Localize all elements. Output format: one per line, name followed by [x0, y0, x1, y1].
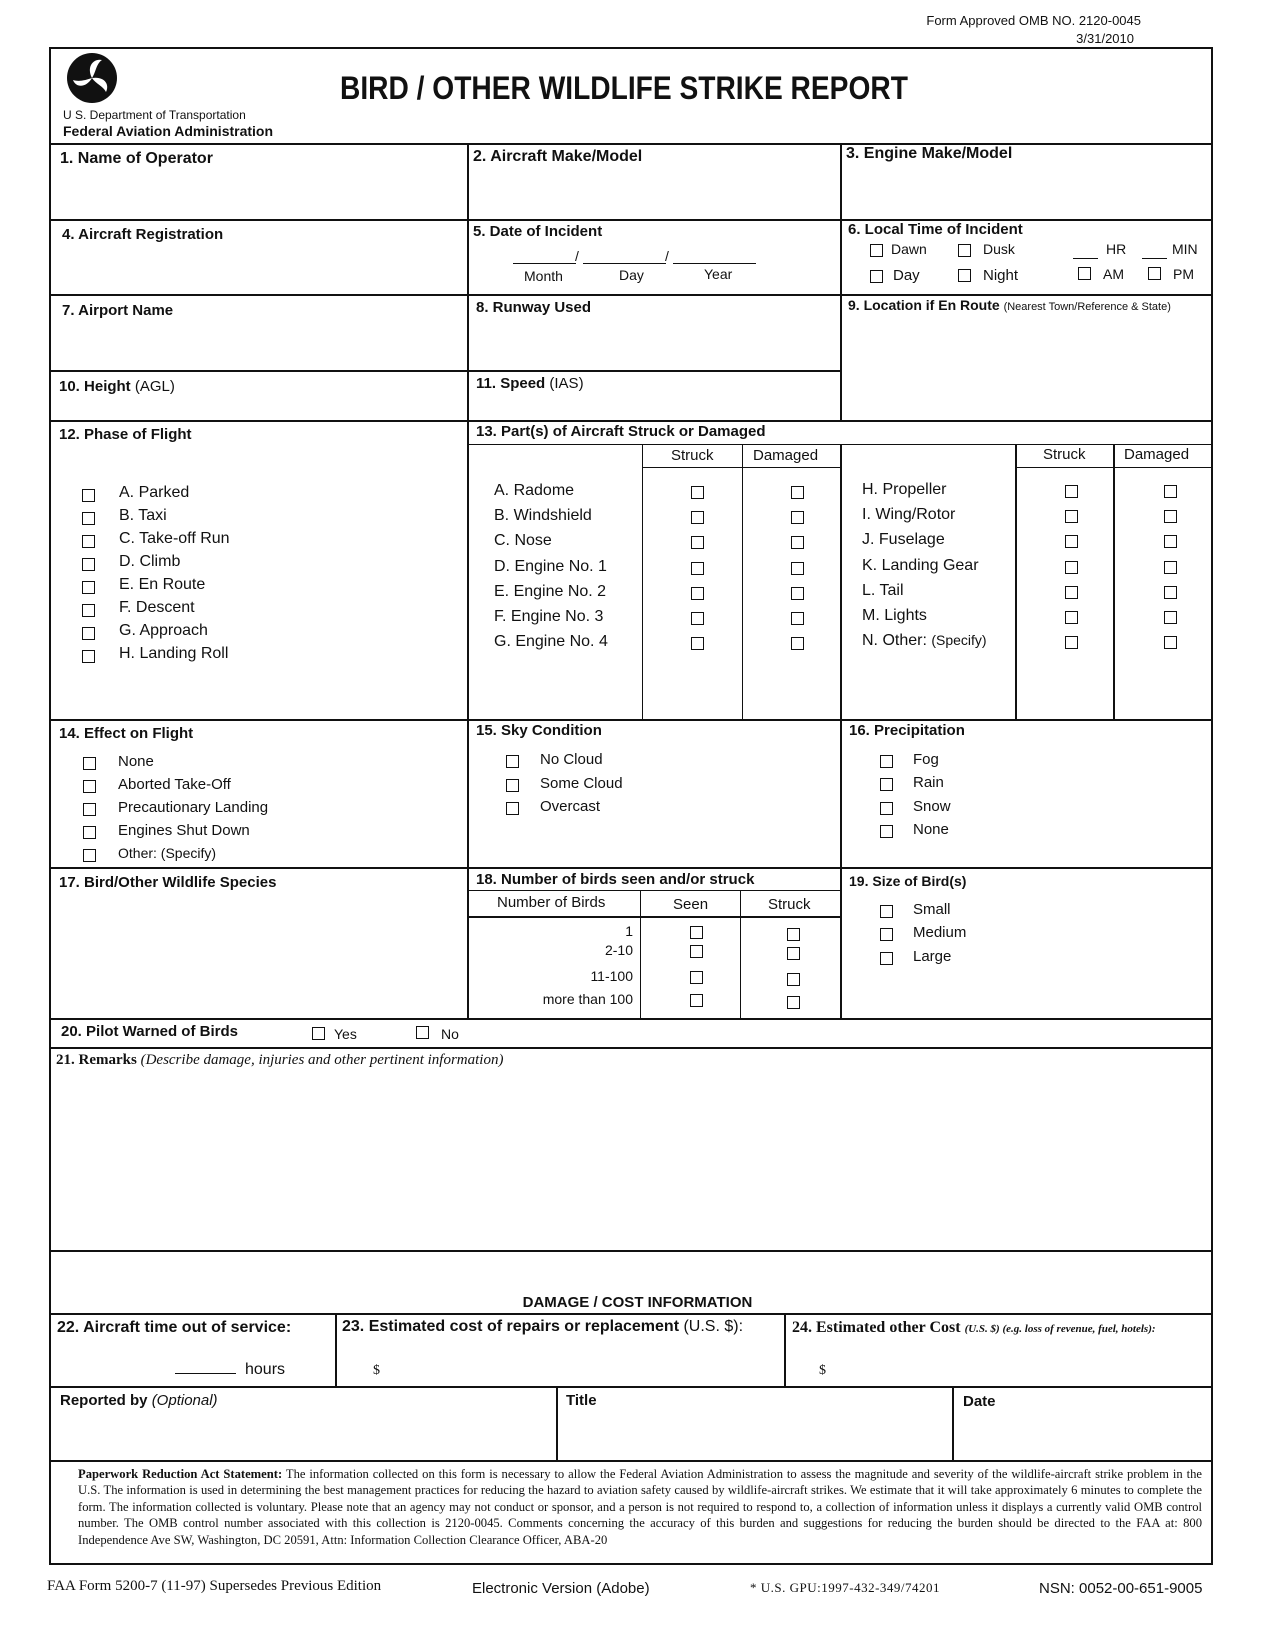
part-damaged-checkbox[interactable]	[1164, 510, 1177, 523]
part-damaged-checkbox[interactable]	[791, 587, 804, 600]
height-field[interactable]	[180, 373, 464, 417]
part-damaged-checkbox[interactable]	[791, 637, 804, 650]
phase-label: H. Landing Roll	[119, 645, 229, 662]
part-damaged-checkbox[interactable]	[1164, 561, 1177, 574]
warned-yes-label: Yes	[334, 1026, 357, 1042]
aircraft-make-field[interactable]	[470, 170, 838, 216]
am-label: AM	[1103, 266, 1124, 282]
part-struck-checkbox[interactable]	[1065, 485, 1078, 498]
dawn-label: Dawn	[891, 241, 927, 257]
date-signed-field[interactable]	[956, 1414, 1209, 1458]
label-engine-make: 3. Engine Make/Model	[846, 145, 1013, 162]
night-label: Night	[983, 267, 1019, 284]
dawn-checkbox[interactable]	[870, 244, 883, 257]
label-aircraft-make: 2. Aircraft Make/Model	[473, 148, 643, 165]
phase-checkbox[interactable]	[82, 581, 95, 594]
label-phase: 12. Phase of Flight	[59, 426, 192, 443]
part-label: G. Engine No. 4	[494, 633, 608, 651]
agency-dept: U S. Department of Transportation	[63, 108, 246, 122]
label-speed: 11. Speed (IAS)	[476, 375, 584, 392]
label-location: 9. Location if En Route (Nearest Town/Reference & State)	[848, 297, 1171, 313]
seen-checkbox[interactable]	[690, 971, 703, 984]
label-precip: 16. Precipitation	[849, 722, 965, 739]
size-checkbox[interactable]	[880, 952, 893, 965]
part-struck-checkbox[interactable]	[1065, 561, 1078, 574]
effect-label: Precautionary Landing	[118, 799, 269, 816]
damage-cost-header: DAMAGE / COST INFORMATION	[522, 1294, 753, 1311]
part-label: A. Radome	[494, 482, 575, 499]
phase-checkbox[interactable]	[82, 512, 95, 525]
label-parts: 13. Part(s) of Aircraft Struck or Damaged	[476, 423, 766, 440]
label-date-signed: Date	[963, 1393, 996, 1410]
hr-label: HR	[1106, 241, 1127, 257]
runway-field[interactable]	[470, 320, 838, 368]
phase-label: G. Approach	[119, 622, 208, 639]
date-month-input[interactable]	[513, 247, 575, 263]
label-other-cost: 24. Estimated other Cost (U.S. $) (e.g. loss of revenue, fuel, hotels):	[792, 1319, 1156, 1336]
bird-count-label: 1	[625, 923, 633, 939]
other-cost-input[interactable]	[834, 1355, 1204, 1381]
bird-count-label: 11-100	[590, 968, 633, 984]
effect-label: Aborted Take-Off	[118, 776, 231, 793]
min-label: MIN	[1172, 241, 1198, 257]
hour-input[interactable]	[1073, 242, 1098, 258]
part-struck-checkbox[interactable]	[1065, 510, 1078, 523]
part-struck-checkbox[interactable]	[1065, 636, 1078, 649]
part-struck-checkbox[interactable]	[1065, 611, 1078, 624]
part-label: K. Landing Gear	[862, 556, 979, 574]
label-repair-cost: 23. Estimated cost of repairs or replacement (U.S. $):	[342, 1318, 744, 1335]
size-checkbox[interactable]	[880, 928, 893, 941]
phase-checkbox[interactable]	[82, 535, 95, 548]
agency-faa: Federal Aviation Administration	[63, 123, 274, 139]
effect-label: Engines Shut Down	[118, 822, 250, 839]
seen-checkbox[interactable]	[690, 926, 703, 939]
part-damaged-checkbox[interactable]	[791, 612, 804, 625]
struck-header: Struck	[768, 896, 811, 913]
num-birds-header: Number of Birds	[497, 894, 606, 911]
reported-by-field[interactable]	[52, 1414, 552, 1458]
phase-label: F. Descent	[119, 599, 195, 616]
date-day-input[interactable]	[583, 247, 665, 263]
label-reported-by: Reported by (Optional)	[60, 1392, 218, 1409]
part-struck-checkbox[interactable]	[691, 587, 704, 600]
page-title: BIRD / OTHER WILDLIFE STRIKE REPORT	[340, 70, 908, 106]
phase-label: E. En Route	[119, 576, 206, 593]
operator-field[interactable]	[52, 172, 464, 216]
part-damaged-checkbox[interactable]	[791, 562, 804, 575]
part-struck-checkbox[interactable]	[691, 637, 704, 650]
phase-checkbox[interactable]	[82, 604, 95, 617]
precip-checkbox[interactable]	[880, 802, 893, 815]
label-runway: 8. Runway Used	[476, 299, 592, 316]
part-label: N. Other: (Specify)	[862, 632, 987, 650]
footer-form-number: FAA Form 5200-7 (11-97) Supersedes Previous Edition	[47, 1578, 382, 1594]
size-label: Small	[913, 901, 951, 918]
effect-label: None	[118, 753, 154, 770]
effect-checkbox[interactable]	[83, 849, 96, 862]
title-field[interactable]	[560, 1414, 948, 1458]
seen-checkbox[interactable]	[690, 994, 703, 1007]
phase-label: B. Taxi	[119, 507, 167, 524]
repair-dollar-sign: $	[373, 1363, 380, 1378]
pm-label: PM	[1173, 266, 1194, 282]
pm-checkbox[interactable]	[1148, 267, 1161, 280]
part-damaged-checkbox[interactable]	[1164, 485, 1177, 498]
damaged-header-right: Damaged	[1124, 446, 1190, 463]
date-month-label: Month	[524, 268, 563, 284]
phase-checkbox[interactable]	[82, 489, 95, 502]
part-damaged-checkbox[interactable]	[791, 486, 804, 499]
precip-checkbox[interactable]	[880, 825, 893, 838]
part-struck-checkbox[interactable]	[1065, 586, 1078, 599]
speed-field[interactable]	[580, 373, 838, 417]
airport-field[interactable]	[52, 324, 464, 368]
sky-checkbox[interactable]	[506, 779, 519, 792]
part-struck-checkbox[interactable]	[1065, 535, 1078, 548]
size-label: Medium	[913, 924, 967, 942]
warned-yes-checkbox[interactable]	[312, 1027, 325, 1040]
precip-label: None	[913, 820, 949, 838]
label-local-time: 6. Local Time of Incident	[848, 221, 1023, 238]
sky-checkbox[interactable]	[506, 755, 519, 768]
part-label: M. Lights	[862, 607, 927, 624]
part-struck-checkbox[interactable]	[691, 612, 704, 625]
dusk-checkbox[interactable]	[958, 244, 971, 257]
remarks-field[interactable]	[52, 1075, 1209, 1247]
part-label: C. Nose	[494, 532, 552, 550]
footer-nsn: NSN: 0052-00-651-9005	[1039, 1580, 1203, 1597]
day-label: Day	[893, 267, 920, 284]
label-size: 19. Size of Bird(s)	[849, 873, 967, 889]
sky-label: Some Cloud	[540, 774, 623, 792]
part-label: I. Wing/Rotor	[862, 506, 956, 524]
phase-label: A. Parked	[119, 484, 190, 501]
label-bird-count: 18. Number of birds seen and/or struck	[476, 871, 755, 888]
registration-field[interactable]	[52, 248, 464, 292]
struck-checkbox[interactable]	[787, 973, 800, 986]
label-pilot-warned: 20. Pilot Warned of Birds	[61, 1023, 238, 1040]
part-damaged-checkbox[interactable]	[791, 536, 804, 549]
phase-label: D. Climb	[119, 553, 181, 570]
struck-header-left: Struck	[671, 447, 714, 464]
label-date: 5. Date of Incident	[473, 223, 603, 240]
part-label: D. Engine No. 1	[494, 557, 607, 575]
label-airport: 7. Airport Name	[62, 302, 174, 319]
bird-count-label: 2-10	[604, 942, 633, 958]
phase-checkbox[interactable]	[82, 558, 95, 571]
label-registration: 4. Aircraft Registration	[62, 226, 224, 243]
warned-no-checkbox[interactable]	[416, 1026, 429, 1039]
effect-label: Other: (Specify)	[118, 845, 217, 861]
species-field[interactable]	[52, 896, 464, 1014]
omb-date: 3/31/2010	[1076, 31, 1134, 46]
repair-cost-input[interactable]	[388, 1355, 778, 1381]
hours-label: hours	[245, 1361, 286, 1378]
precip-label: Fog	[913, 751, 939, 768]
location-field[interactable]	[843, 318, 1209, 418]
warned-no-label: No	[441, 1026, 459, 1042]
part-damaged-checkbox[interactable]	[1164, 611, 1177, 624]
effect-checkbox[interactable]	[83, 826, 96, 839]
damaged-header-left: Damaged	[753, 447, 819, 464]
sky-label: Overcast	[540, 798, 601, 815]
part-label: J. Fuselage	[862, 531, 945, 549]
part-label: H. Propeller	[862, 481, 947, 498]
precip-checkbox[interactable]	[880, 755, 893, 768]
hours-input[interactable]	[175, 1356, 236, 1373]
part-struck-checkbox[interactable]	[691, 511, 704, 524]
part-struck-checkbox[interactable]	[691, 536, 704, 549]
label-species: 17. Bird/Other Wildlife Species	[59, 874, 277, 891]
effect-checkbox[interactable]	[83, 780, 96, 793]
part-label: L. Tail	[862, 581, 904, 599]
precip-label: Rain	[913, 774, 944, 792]
size-label: Large	[913, 947, 952, 965]
footer-gpu: * U.S. GPU:1997-432-349/74201	[750, 1580, 941, 1595]
precip-label: Snow	[913, 797, 951, 815]
part-damaged-checkbox[interactable]	[1164, 586, 1177, 599]
date-day-label: Day	[619, 267, 644, 283]
footer-electronic: Electronic Version (Adobe)	[472, 1580, 650, 1597]
dot-logo-icon	[66, 52, 118, 104]
label-effect: 14. Effect on Flight	[59, 725, 194, 742]
part-damaged-checkbox[interactable]	[1164, 636, 1177, 649]
label-title: Title	[566, 1392, 597, 1409]
phase-label: C. Take-off Run	[119, 530, 230, 547]
size-checkbox[interactable]	[880, 905, 893, 918]
part-struck-checkbox[interactable]	[691, 562, 704, 575]
bird-count-label: more than 100	[542, 991, 633, 1007]
dusk-label: Dusk	[983, 241, 1015, 257]
phase-checkbox[interactable]	[82, 627, 95, 640]
struck-header-right: Struck	[1043, 446, 1086, 463]
part-struck-checkbox[interactable]	[691, 486, 704, 499]
struck-checkbox[interactable]	[787, 928, 800, 941]
other-dollar-sign: $	[819, 1363, 826, 1378]
sky-label: No Cloud	[540, 751, 603, 768]
engine-make-field[interactable]	[843, 168, 1209, 216]
effect-checkbox[interactable]	[83, 803, 96, 816]
day-checkbox[interactable]	[870, 270, 883, 283]
night-checkbox[interactable]	[958, 269, 971, 282]
date-year-label: Year	[704, 266, 733, 282]
sky-checkbox[interactable]	[506, 802, 519, 815]
precip-checkbox[interactable]	[880, 778, 893, 791]
label-operator: 1. Name of Operator	[60, 150, 213, 167]
date-year-input[interactable]	[673, 247, 755, 263]
struck-checkbox[interactable]	[787, 996, 800, 1009]
paperwork-statement: Paperwork Reduction Act Statement: The information collected on this form is necessary to allow the Federal Aviation Administration to assess the magnitude and severity of the wildlife-aircraft strike problem in the U.S. The information is used in determining the best management practices for reducing the hazard to aviation safety caused by wildlife-aircraft strikes. We estimate that it will take approximately 6 minutes to complete the form. The information collected is voluntary. Please note that an agency may not conduct or sponsor, and a person is not required to respond to, a collection of information unless it displays a currently valid OMB control number. The OMB control number associated with this collection is 2120-0045. Comments concerning the accuracy of this burden and suggestions for reducing the burden should be directed to the FAA at: 800 Independence Ave SW, Washington, DC 20591, Attn: Information Collection Clearance Officer, ABA-20	[78, 1467, 1202, 1547]
label-height: 10. Height (AGL)	[59, 378, 175, 395]
phase-checkbox[interactable]	[82, 650, 95, 663]
seen-checkbox[interactable]	[690, 945, 703, 958]
struck-checkbox[interactable]	[787, 947, 800, 960]
am-checkbox[interactable]	[1078, 267, 1091, 280]
part-damaged-checkbox[interactable]	[791, 511, 804, 524]
label-sky: 15. Sky Condition	[476, 722, 602, 739]
part-label: B. Windshield	[494, 507, 592, 525]
part-damaged-checkbox[interactable]	[1164, 535, 1177, 548]
part-label: F. Engine No. 3	[494, 608, 604, 625]
part-label: E. Engine No. 2	[494, 582, 607, 600]
label-remarks: 21. Remarks (Describe damage, injuries and other pertinent information)	[56, 1052, 504, 1068]
minute-input[interactable]	[1142, 242, 1167, 258]
label-time-out: 22. Aircraft time out of service:	[57, 1319, 292, 1336]
seen-header: Seen	[673, 896, 709, 913]
omb-number: Form Approved OMB NO. 2120-0045	[926, 13, 1141, 28]
effect-checkbox[interactable]	[83, 757, 96, 770]
